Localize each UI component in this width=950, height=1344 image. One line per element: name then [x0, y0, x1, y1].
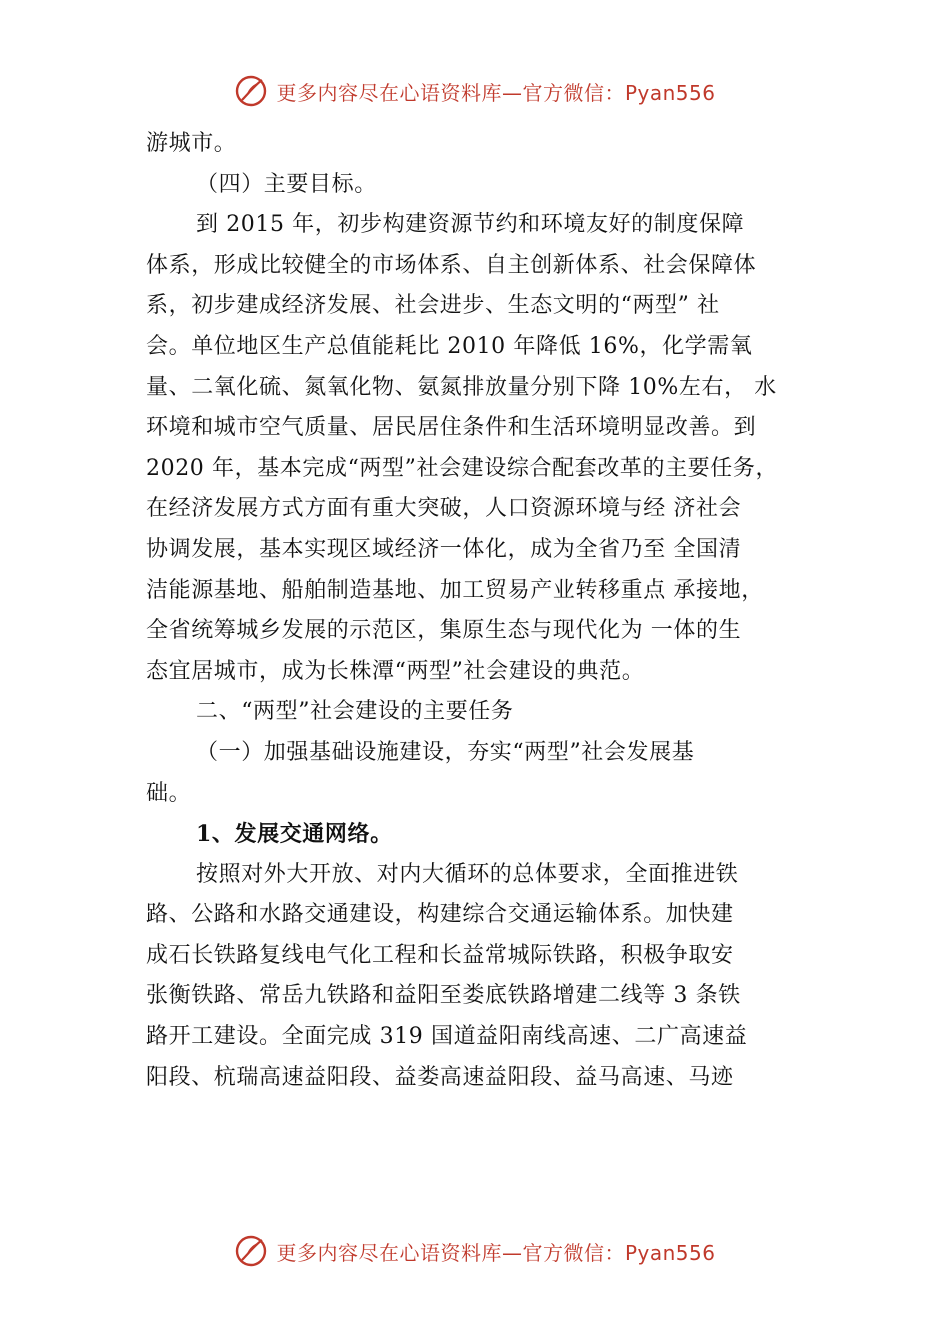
text-line: 成石长铁路复线电气化工程和长益常城际铁路，积极争取安	[146, 942, 734, 968]
text-line: （四）主要目标。	[196, 171, 377, 197]
text-line: 协调发展，基本实现区域经济一体化，成为全省乃至 全国清	[146, 536, 742, 562]
footer-banner	[0, 1234, 950, 1268]
text-line: 会。单位地区生产总值能耗比 2010 年降低 16%，化学需氧	[146, 333, 753, 359]
text-line: 2020 年，基本完成“两型”社会建设综合配套改革的主要任务，	[146, 455, 779, 481]
banner	[234, 1234, 715, 1268]
text-line: 量、二氧化硫、氮氧化物、氨氮排放量分别下降 10%左右， 水	[146, 374, 777, 400]
document-body	[146, 124, 836, 1098]
text-line: 1、发展交通网络。	[196, 821, 393, 848]
text-line: （一）加强基础设施建设，夯实“两型”社会发展基	[196, 739, 695, 765]
banner-text: 更多内容尽在心语资料库—官方微信：Pyan556	[276, 1240, 716, 1265]
text-line: 路开工建设。全面完成 319 国道益阳南线高速、二广高速益	[146, 1024, 748, 1050]
text-line: 到 2015 年，初步构建资源节约和环境友好的制度保障	[196, 212, 745, 238]
text-line: 按照对外大开放、对内大循环的总体要求，全面推进铁	[196, 861, 739, 887]
text-line: 体系，形成比较健全的市场体系、自主创新体系、社会保障体	[146, 252, 757, 278]
feather-circle-logo-icon	[234, 1234, 268, 1268]
text-line: 环境和城市空气质量、居民居住条件和生活环境明显改善。到	[146, 415, 757, 441]
text-line: 游城市。	[146, 131, 237, 156]
text-line: 在经济发展方式方面有重大突破，人口资源环境与经 济社会	[146, 496, 742, 522]
text-line: 阳段、杭瑞高速益阳段、益娄高速益阳段、益马高速、马迹	[146, 1064, 734, 1090]
text-line: 全省统筹城乡发展的示范区，集原生态与现代化为 一体的生	[146, 618, 742, 644]
text-line: 态宜居城市，成为长株潭“两型”社会建设的典范。	[146, 658, 645, 684]
banner-text: 更多内容尽在心语资料库—官方微信：Pyan556	[276, 80, 716, 105]
text-line: 二、“两型”社会建设的主要任务	[196, 699, 514, 725]
text-line: 洁能源基地、船舶制造基地、加工贸易产业转移重点 承接地，	[146, 577, 764, 603]
banner	[234, 74, 715, 108]
text-line: 系，初步建成经济发展、社会进步、生态文明的“两型” 社	[146, 293, 720, 319]
text-line: 路、公路和水路交通建设，构建综合交通运输体系。加快建	[146, 902, 734, 928]
feather-circle-logo-icon	[234, 74, 268, 108]
header-banner	[0, 74, 950, 108]
text-line: 础。	[146, 780, 192, 806]
text-line: 张衡铁路、常岳九铁路和益阳至娄底铁路增建二线等 3 条铁	[146, 983, 741, 1009]
